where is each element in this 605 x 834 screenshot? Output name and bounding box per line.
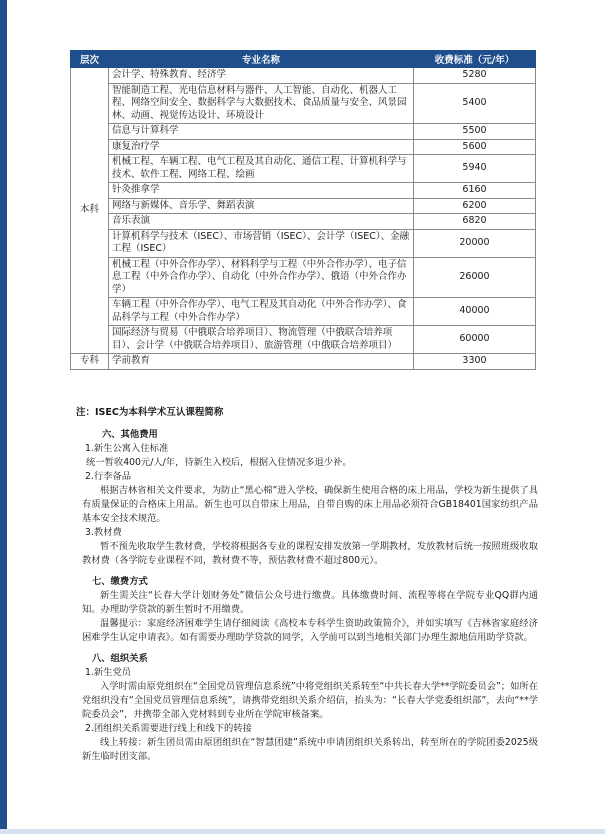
fee-cell: 5940 [414,155,536,183]
section-title: 八、组织关系 [92,653,148,664]
major-cell: 康复治疗学 [109,139,414,155]
table-row [71,257,536,298]
header-fee: 收费标准（元/年） [414,51,536,68]
fee-table [70,50,536,370]
major-cell: 机械工程（中外合作办学）、材料科学与工程（中外合作办学）、电子信息工程（中外合作办学）、自动化（中外合作办学）、俄语（中外合作办学） [109,257,414,298]
subsection-title: 1.新生党员 [85,667,132,678]
major-cell: 国际经济与贸易（中俄联合培养项目）、物流管理（中俄联合培养项目）、会计学（中俄联合培养项目）、旅游管理（中俄联合培养项目） [109,326,414,354]
fee-cell: 20000 [414,229,536,257]
table-row [71,68,536,84]
fee-cell: 5600 [414,139,536,155]
fee-cell: 6820 [414,214,536,230]
major-cell: 信息与计算科学 [109,124,414,140]
table-row [71,198,536,214]
table-row [71,214,536,230]
section-title: 六、其他费用 [102,429,158,440]
table-row [71,298,536,326]
header-major: 专业名称 [109,51,414,68]
major-cell: 会计学、特殊教育、经济学 [109,68,414,84]
fee-cell: 5500 [414,124,536,140]
table-row [71,183,536,199]
table-row [71,354,536,370]
major-cell: 智能制造工程、光电信息材料与器件、人工智能、自动化、机器人工程、网络空间安全、数据科学与大数据技术、食品质量与安全、风景园林、动画、视觉传达设计、环境设计 [109,83,414,124]
fee-cell: 26000 [414,257,536,298]
fee-cell: 6160 [414,183,536,199]
document-body [82,420,538,764]
fee-cell: 6200 [414,198,536,214]
fee-cell: 3300 [414,354,536,370]
table-note: 注：ISEC为本科学术互认课程简称 [76,407,224,418]
paragraph: 根据吉林省相关文件要求，为防止“黑心棉”进入学校，确保新生使用合格的床上用品，学校为新生提供了具有质量保证的合格床上用品。新生也可以自带床上用品，自带自购的床上用品必须符合GB18401国家纺织产品基本安全技术规范。 [82,485,538,524]
paragraph: 入学时需由原党组织在“全国党员管理信息系统”中将党组织关系转至“中共长春大学**学院委员会”；如所在党组织没有“全国党员管理信息系统”，请携带党组织关系介绍信，抬头为：“长春大学党委组织部”，去向“**学院委员会”，并携带全部入党材料到专业所在学院审核备案。 [82,681,538,720]
subsection-title: 1.新生公寓入住标准 [85,443,169,454]
fee-cell: 5400 [414,83,536,124]
major-cell: 针灸推拿学 [109,183,414,199]
section-title: 七、缴费方式 [92,576,148,587]
major-cell: 网络与新媒体、音乐学、舞蹈表演 [109,198,414,214]
paragraph: 温馨提示：家庭经济困难学生请仔细阅读《高校本专科学生资助政策简介》，并如实填写《吉林省家庭经济困难学生认定申请表》。如有需要办理助学贷款的同学，入学前可以到当地相关部门办理生源地信用助学贷款。 [82,618,538,643]
left-accent-bar [0,0,7,834]
subsection-title: 3.教材费 [85,527,122,538]
paragraph: 新生需关注“长春大学计划财务处”微信公众号进行缴费。具体缴费时间、流程等将在学院专业QQ群内通知。办理助学贷款的新生暂时不用缴费。 [82,590,538,615]
fee-cell: 60000 [414,326,536,354]
bottom-strip [0,829,605,834]
table-row [71,83,536,124]
major-cell: 车辆工程（中外合作办学）、电气工程及其自动化（中外合作办学）、食品科学与工程（中外合作办学） [109,298,414,326]
major-cell: 音乐表演 [109,214,414,230]
fee-table-header [71,51,536,68]
header-level: 层次 [71,51,109,68]
major-cell: 机械工程、车辆工程、电气工程及其自动化、通信工程、计算机科学与技术、软件工程、网络工程、绘画 [109,155,414,183]
subsection-title: 2.行李备品 [85,471,132,482]
fee-cell: 5280 [414,68,536,84]
category-undergrad: 本科 [71,68,109,354]
major-cell: 计算机科学与技术（ISEC）、市场营销（ISEC）、会计学（ISEC）、金融工程（ISEC） [109,229,414,257]
major-cell: 学前教育 [109,354,414,370]
table-row [71,155,536,183]
paragraph: 线上转接：新生团员需由原团组织在“智慧团建”系统中申请团组织关系转出，转至所在的学院团委2025级新生临时团支部。 [82,737,538,762]
subsection-title: 2.团组织关系需要进行线上和线下的转接 [85,723,252,734]
paragraph: 暂不预先收取学生教材费，学校将根据各专业的课程安排发放第一学期教材，发放教材后统一按照班级收取教材费（各学院专业课程不同，教材费不等，预估教材费不超过800元）。 [82,541,538,566]
paragraph: 统一暂收400元/人/年，待新生入校后，根据入住情况多退少补。 [86,457,352,468]
table-row [71,326,536,354]
table-row [71,229,536,257]
table-row [71,139,536,155]
fee-cell: 40000 [414,298,536,326]
category-junior: 专科 [71,354,109,370]
table-row [71,124,536,140]
